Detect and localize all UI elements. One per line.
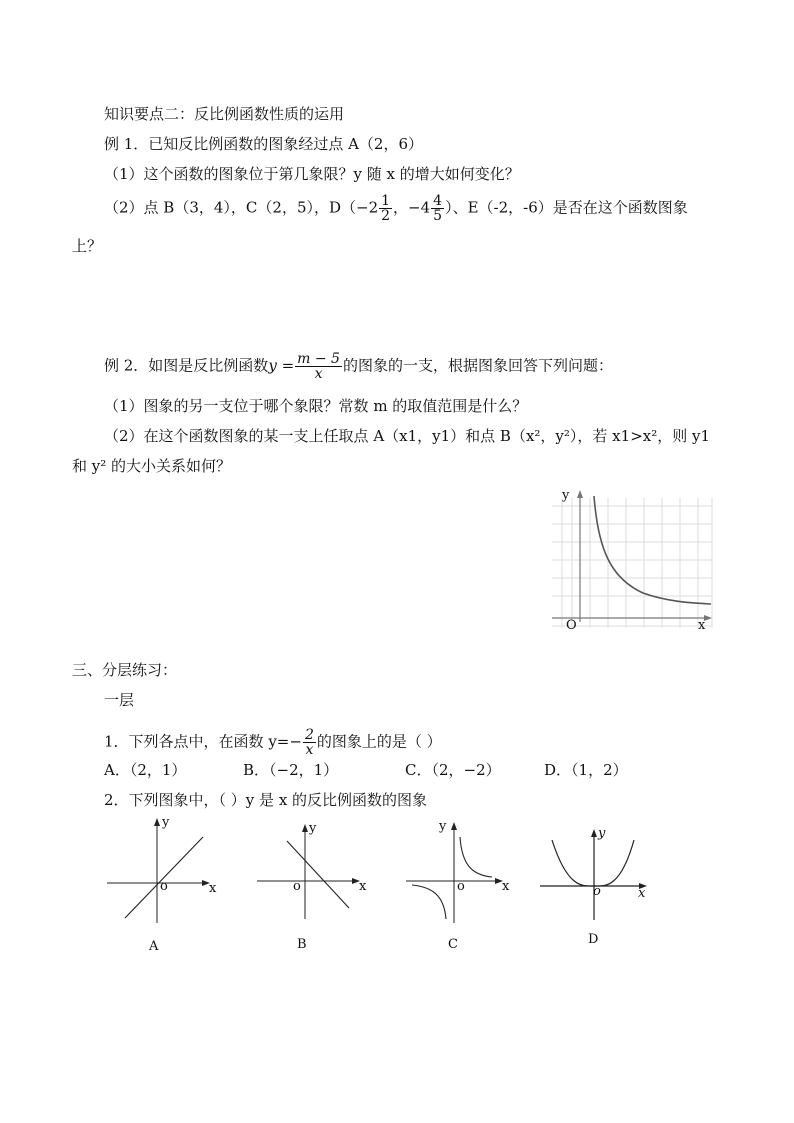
example2-suffix: 的图象的一支，根据图象回答下列问题： — [342, 356, 613, 375]
section-title: 知识要点二：反比例函数性质的运用 — [104, 105, 345, 123]
q1-prefix: 1．下列各点中，在函数 y= — [104, 732, 290, 751]
q2-middle: ，−4 — [393, 198, 431, 217]
practice-level: 一层 — [104, 691, 135, 709]
y-axis-arrow — [577, 490, 583, 498]
origin-label: o — [160, 879, 168, 894]
example1-question2 — [104, 194, 688, 223]
origin-label: o — [593, 884, 601, 899]
graph-a — [105, 815, 225, 955]
hyperbola-graph-svg — [548, 488, 718, 638]
x-axis-label: x — [209, 881, 217, 896]
y-axis-label: y — [562, 488, 570, 503]
hyperbola-branch-2 — [412, 885, 446, 919]
q1-suffix: 的图象上的是（ ） — [316, 732, 442, 751]
graph-label: A — [149, 939, 159, 954]
hyperbola-branch — [594, 496, 711, 604]
graph-label: B — [297, 937, 307, 952]
graph-label: D — [588, 932, 599, 947]
q1-option-d: D．（1，2） — [544, 761, 628, 779]
graph-b — [255, 815, 375, 955]
x-axis-label: x — [502, 879, 510, 894]
q1-minus-sign: − — [289, 732, 302, 751]
example1-title: 例 1．已知反比例函数的图象经过点 A（2，6） — [104, 135, 424, 153]
example1-question1: （1）这个函数的图象位于第几象限？y 随 x 的增大如何变化？ — [104, 165, 520, 183]
origin-label: o — [457, 879, 465, 894]
example2-prefix: 例 2．如图是反比例函数 — [104, 356, 269, 375]
q1-fraction — [303, 728, 316, 757]
fraction-one-half — [379, 194, 392, 223]
fraction-numerator: m − 5 — [297, 351, 340, 367]
fraction-numerator: 1 — [381, 193, 391, 209]
function-fraction — [295, 352, 342, 381]
example2-question2-cont: 和 y² 的大小关系如何？ — [72, 457, 232, 475]
x-axis-label: x — [359, 879, 367, 894]
origin-label: o — [293, 879, 301, 894]
fraction-four-fifths — [431, 194, 444, 223]
example1-question2-cont: 上？ — [72, 237, 103, 255]
example2-question1: （1）图象的另一支位于哪个象限？常数 m 的取值范围是什么？ — [104, 397, 528, 415]
q1-option-b: B．（−2，1） — [243, 761, 339, 779]
practice-question2: 2．下列图象中，（ ）y 是 x 的反比例函数的图象 — [104, 791, 428, 809]
linear-line — [125, 837, 203, 918]
example2-title — [104, 352, 613, 381]
function-y-equals: y = — [268, 356, 295, 375]
q1-option-c: C．（2，−2） — [405, 761, 501, 779]
parabola-curve — [552, 840, 634, 886]
fraction-denominator: x — [314, 366, 323, 382]
practice-question1 — [104, 728, 442, 757]
graph-label: C — [448, 937, 458, 952]
fraction-numerator: 4 — [433, 193, 443, 209]
y-axis-label: y — [309, 821, 317, 836]
x-axis-label: x — [638, 886, 646, 901]
q2-suffix: ）、E（-2，-6）是否在这个函数图象 — [445, 198, 688, 217]
fraction-denominator: x — [305, 742, 314, 758]
hyperbola-graph — [548, 488, 718, 638]
graph-c — [404, 815, 514, 955]
fraction-numerator: 2 — [304, 727, 314, 743]
origin-label: O — [566, 618, 577, 633]
y-axis-label: y — [598, 826, 606, 841]
hyperbola-branch-1 — [460, 837, 492, 877]
linear-line — [287, 841, 349, 908]
practice-title: 三、分层练习： — [72, 661, 178, 679]
x-axis-label: x — [698, 618, 706, 633]
y-axis-label: y — [162, 815, 170, 830]
fraction-denominator: 5 — [433, 208, 443, 224]
q2-prefix: （2）点 B（3，4），C（2，5），D（−2 — [104, 198, 379, 217]
graph-b-svg — [255, 815, 375, 955]
fraction-denominator: 2 — [381, 208, 391, 224]
q1-option-a: A．（2，1） — [104, 761, 187, 779]
graph-d — [538, 820, 658, 960]
y-axis-label: y — [439, 819, 447, 834]
example2-question2: （2）在这个函数图象的某一支上任取点 A（x1，y1）和点 B（x²，y²），若 x1>x²，则 y1 — [104, 427, 711, 445]
